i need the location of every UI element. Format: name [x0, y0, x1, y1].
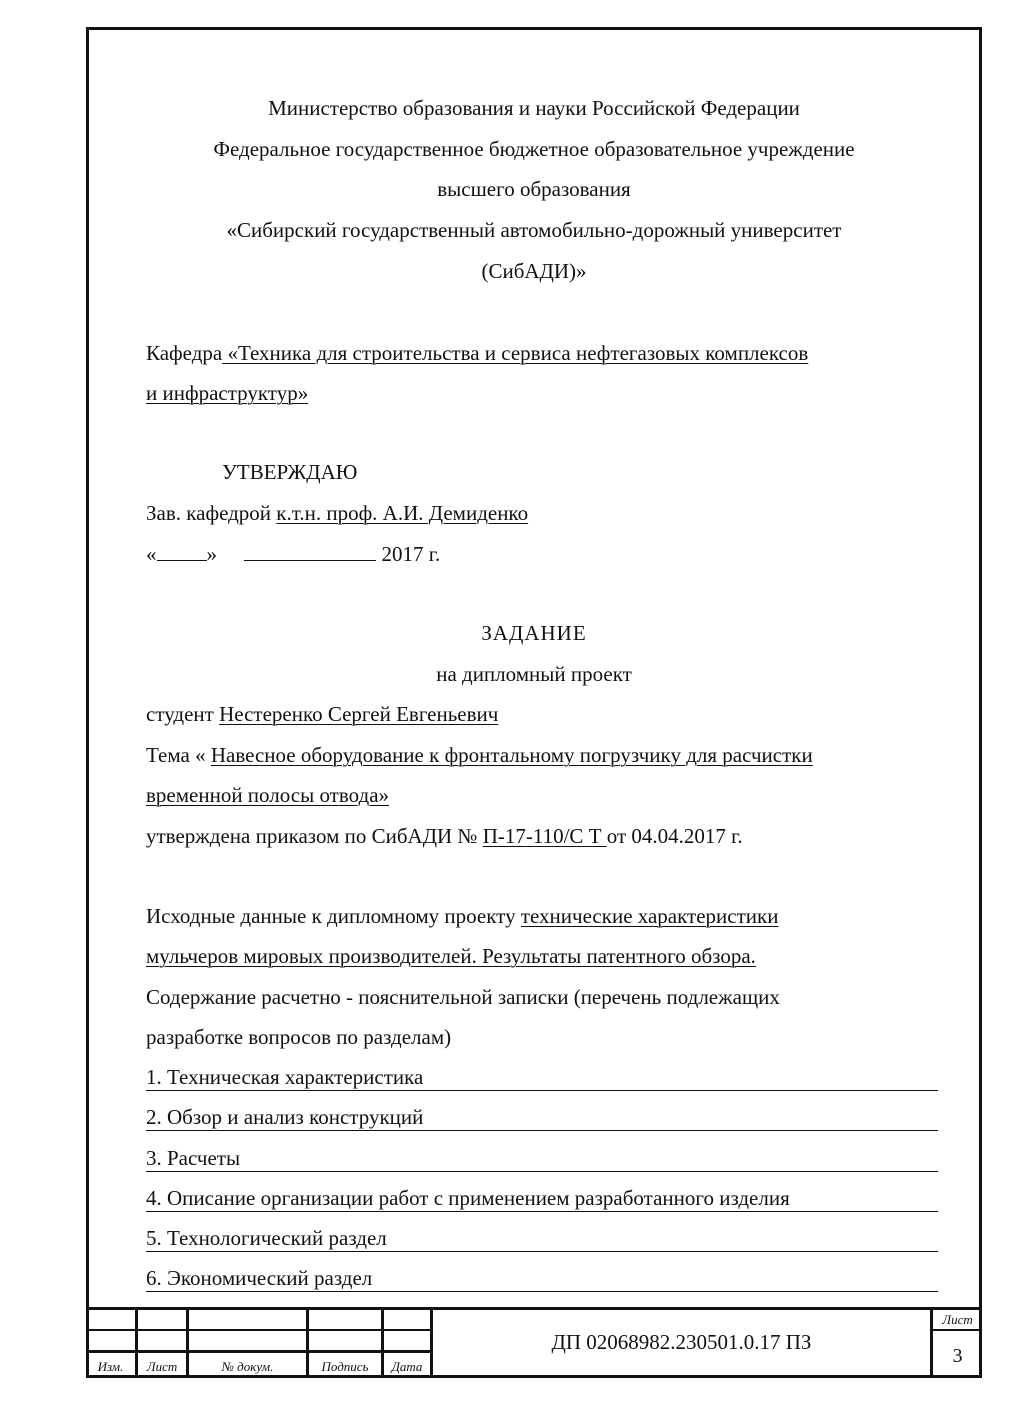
stamp-top-line [86, 1307, 982, 1310]
contents-item [146, 1145, 938, 1172]
department-line [146, 340, 808, 366]
contents-item [146, 1225, 938, 1252]
contents-item [146, 1064, 938, 1091]
approval-title: УТВЕРЖДАЮ [222, 460, 358, 484]
topic-line [146, 742, 813, 768]
ministry-title: Министерство образования и науки Российской Федерации [268, 96, 800, 120]
source-data-value-cont: мульчеров мировых производителей. Результаты патентного обзора. [146, 944, 756, 968]
order-date: от 04.04.2017 г. [606, 824, 743, 848]
order-label: утверждена приказом по СибАДИ № [146, 824, 483, 848]
assignment-subtitle: на дипломный проект [436, 662, 632, 686]
contents-intro-cont: разработке вопросов по разделам) [146, 1025, 452, 1049]
contents-item-text: 1. Техническая характеристика [146, 1065, 424, 1089]
document-code: ДП 02068982.230501.0.17 ПЗ [551, 1330, 812, 1354]
department-label: Кафедра [146, 341, 223, 365]
contents-item-text: 4. Описание организации работ с применением разработанного изделия [146, 1186, 790, 1210]
student-name: Нестеренко Сергей Евгеньевич [219, 702, 499, 726]
sheet-label: Лист [942, 1312, 973, 1327]
head-of-department-line [146, 500, 528, 526]
institution-type: Федеральное государственное бюджетное образовательное учреждение [213, 137, 855, 161]
col-date-caption: Дата [391, 1359, 423, 1374]
topic-text-cont: временной полосы отвода» [146, 783, 390, 807]
approval-date-line [146, 540, 440, 567]
contents-item [146, 1104, 938, 1131]
approval-year: 2017 г. [376, 542, 441, 566]
student-line [146, 701, 498, 727]
title-block [86, 1307, 982, 1378]
assignment-title: ЗАДАНИЕ [481, 621, 587, 645]
stamp-sheet-line [930, 1329, 982, 1331]
day-blank [157, 540, 207, 561]
sheet-number: 3 [952, 1345, 963, 1367]
source-data-value: технические характеристики [520, 904, 779, 928]
contents-intro: Содержание расчетно - пояснительной записки (перечень подлежащих [146, 985, 780, 1009]
contents-item-text: 6. Экономический раздел [146, 1266, 373, 1290]
student-label: студент [146, 702, 220, 726]
topic-label: Тема « [146, 743, 211, 767]
head-name: к.т.н. проф. А.И. Демиденко [276, 501, 529, 525]
topic-text: Навесное оборудование к фронтальному погрузчику для расчистки [210, 743, 813, 767]
department-name-cont: и инфраструктур» [146, 381, 309, 405]
col-izm-caption: Изм. [97, 1359, 124, 1374]
head-label: Зав. кафедрой [146, 501, 277, 525]
contents-item [146, 1265, 938, 1292]
department-name: «Техника для строительства и сервиса нефтегазовых комплексов [222, 341, 809, 365]
col-list-caption: Лист [146, 1359, 178, 1374]
contents-item-text: 3. Расчеты [146, 1146, 241, 1170]
col-sign-caption: Подпись [321, 1359, 369, 1374]
university-name: «Сибирский государственный автомобильно-дорожный университет [226, 218, 842, 242]
contents-item-text: 5. Технологический раздел [146, 1226, 387, 1250]
date-close-quote: » [206, 542, 217, 566]
month-blank [244, 540, 376, 561]
university-abbr: (СибАДИ)» [481, 259, 587, 283]
source-data-line [146, 903, 778, 929]
col-doc-caption: № докум. [221, 1359, 274, 1374]
date-open-quote: « [146, 542, 157, 566]
order-number: П-17-110/С Т [482, 824, 607, 848]
education-level: высшего образования [437, 177, 631, 201]
source-data-label: Исходные данные к дипломному проекту [146, 904, 521, 928]
contents-item [146, 1185, 938, 1212]
order-line [146, 823, 743, 849]
contents-item-text: 2. Обзор и анализ конструкций [146, 1105, 424, 1129]
